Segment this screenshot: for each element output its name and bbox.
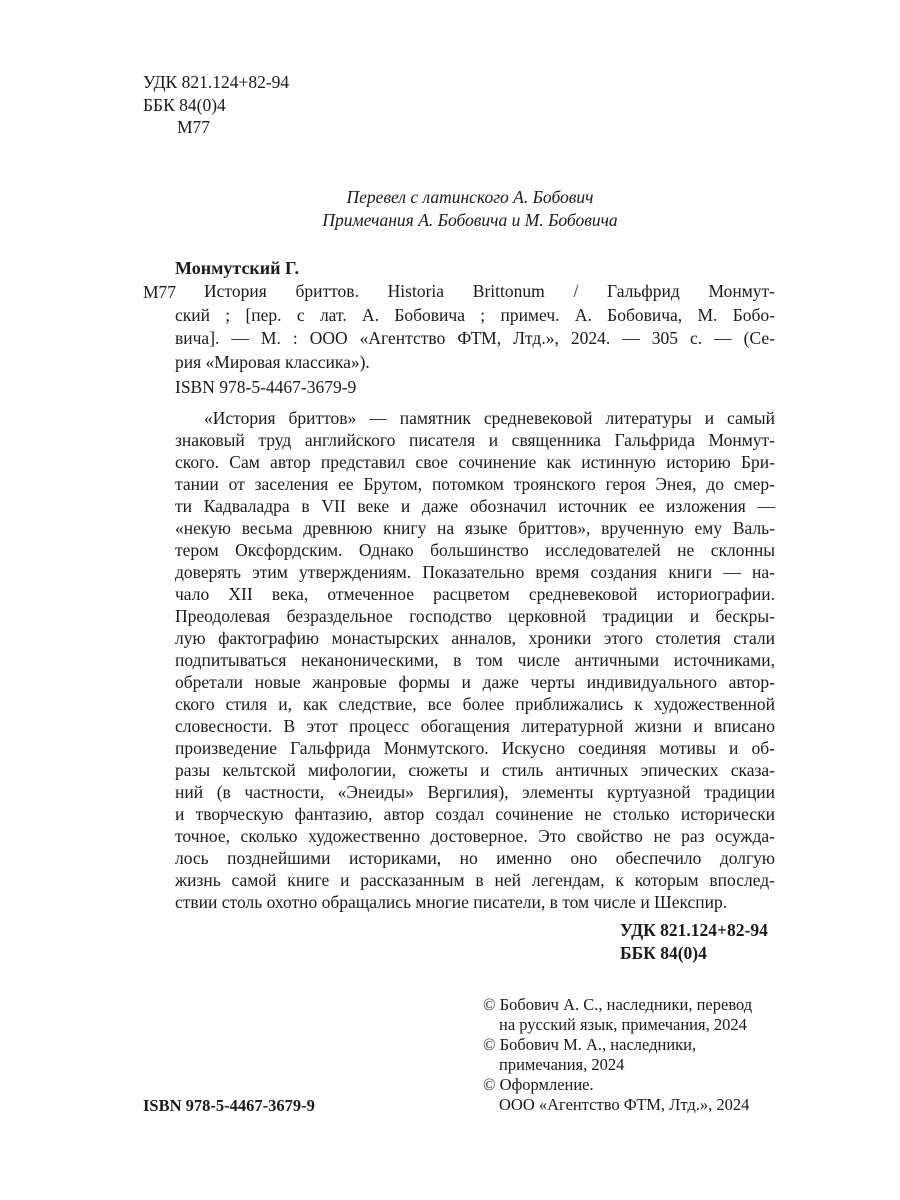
abstract-line: и творческую фантазию, автор создал сочинение не столько исторически <box>175 804 775 824</box>
translator-credit: Перевел с латинского А. Бобович <box>346 187 594 207</box>
copyright-line: примечания, 2024 <box>499 1055 625 1074</box>
abstract-line: обретали новые жанровые формы и даже черты индивидуального автор- <box>175 672 775 692</box>
copyright-line: © Бобович А. С., наследники, перевод <box>483 995 753 1014</box>
bottom-udk: УДК 821.124+82-94 <box>620 920 768 940</box>
abstract-line: «История бриттов» — памятник средневековой литературы и самый <box>204 408 775 428</box>
bottom-bbk: ББК 84(0)4 <box>620 943 707 963</box>
entry-line: История бриттов. Historia Brittonum / Гальфрид Монмут- <box>204 281 775 301</box>
entry-line: рия «Мировая классика»). <box>175 352 370 373</box>
entry-author: Монмутский Г. <box>175 258 299 278</box>
copyright-line: ООО «Агентство ФТМ, Лтд.», 2024 <box>499 1095 750 1114</box>
copyright-line: © Бобович М. А., наследники, <box>483 1035 697 1054</box>
bottom-isbn: ISBN 978-5-4467-3679-9 <box>143 1096 315 1115</box>
abstract-line: ствии столь охотно обращались многие писатели, в том числе и Шекспир. <box>175 892 728 912</box>
abstract-line: разы кельтской мифологии, сюжеты и стиль античных эпических сказа- <box>175 760 775 780</box>
abstract-line: жизнь самой книге и рассказанным в ней легендам, к которым впослед- <box>175 870 775 890</box>
copyright-block <box>483 995 778 1115</box>
abstract-line: доверять этим утверждениям. Показательно время создания книги — на- <box>175 562 775 582</box>
abstract-line: лую фактографию монастырских анналов, хроники этого столетия стали <box>175 628 775 648</box>
copyright-line: на русский язык, примечания, 2024 <box>499 1015 747 1034</box>
entry-line: вича]. — М. : ООО «Агентство ФТМ, Лтд.», 2024. — 305 с. — (Се- <box>175 328 775 349</box>
bibliographic-entry <box>175 280 775 375</box>
abstract-line: лось позднейшими историками, но именно оно обеспечило долгую <box>175 848 775 868</box>
abstract-line: Преодолевая безраздельное господство церковной традиции и бескры- <box>175 606 775 626</box>
abstract-line: чало XII века, отмеченное расцветом средневековой историографии. <box>175 584 775 604</box>
abstract-line: словесности. В этот процесс обогащения литературной жизни и вписано <box>175 716 775 736</box>
abstract-line: ского стиля и, как следствие, все более приближались к художественной <box>175 694 775 714</box>
abstract-line: знаковый труд английского писателя и священника Гальфрида Монмут- <box>175 430 775 450</box>
abstract-line: произведение Гальфрида Монмутского. Искусно соединяя мотивы и об- <box>175 738 775 758</box>
notes-credit: Примечания А. Бобовича и М. Бобовича <box>322 210 618 230</box>
abstract-line: тером Оксфордским. Однако большинство исследователей не склонны <box>175 540 775 560</box>
abstract-line: подпитываться неканоническими, в том числе античными источниками, <box>175 650 775 670</box>
entry-isbn: ISBN 978-5-4467-3679-9 <box>175 377 357 397</box>
abstract-line: ского. Сам автор представил свое сочинение как истинную историю Бри- <box>175 452 775 472</box>
copyright-line: © Оформление. <box>483 1075 594 1094</box>
abstract-line: тании от заселения ее Брутом, потомком троянского героя Энея, до смер- <box>175 474 775 494</box>
abstract-line: «некую весьма древнюю книгу на языке бриттов», врученную ему Валь- <box>175 518 775 538</box>
bbk-code: ББК 84(0)4 <box>143 95 226 115</box>
abstract-line: ний (в частности, «Энеиды» Вергилия), элементы куртуазной традиции <box>175 782 775 802</box>
udk-code: УДК 821.124+82-94 <box>143 72 290 92</box>
abstract-line: точное, сколько художественно достоверное. Это свойство не раз осужда- <box>175 826 775 846</box>
abstract-line: ти Кадваладра в VII веке и даже обозначил источник ее изложения — <box>175 496 775 516</box>
entry-sign: М77 <box>143 282 177 302</box>
abstract <box>175 407 775 913</box>
author-sign: М77 <box>177 117 211 137</box>
entry-line: ский ; [пер. с лат. А. Бобовича ; примеч. А. Бобовича, М. Бобо- <box>175 304 775 325</box>
